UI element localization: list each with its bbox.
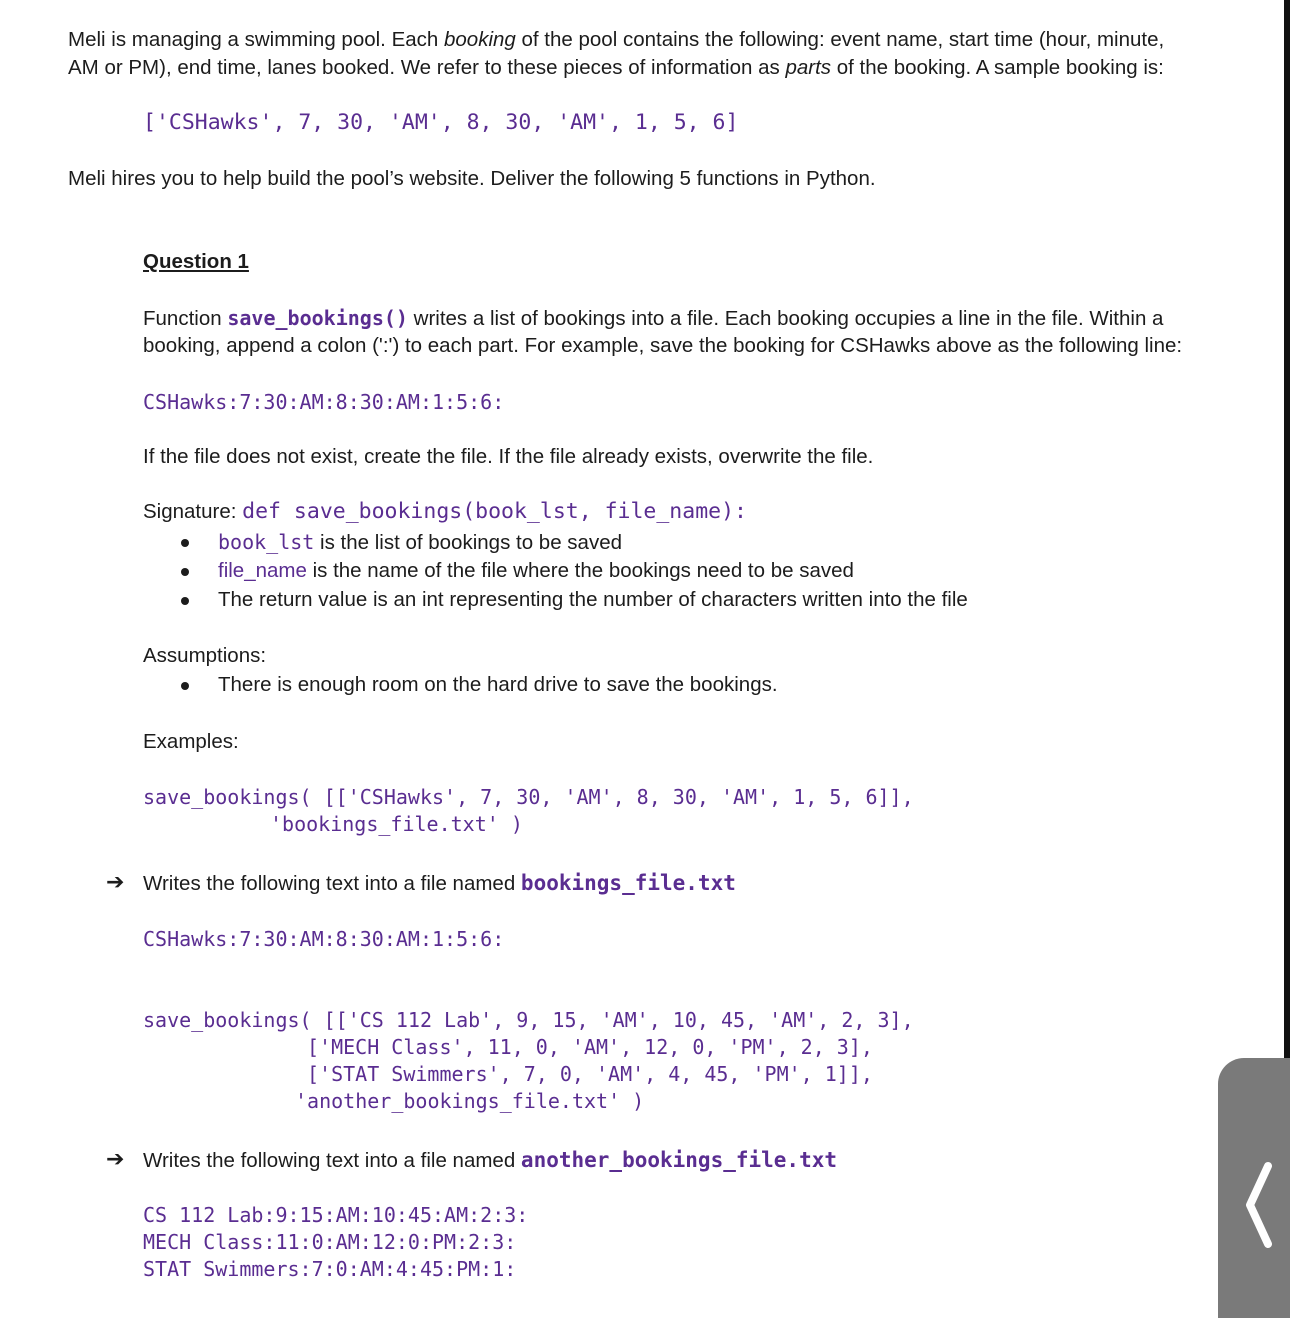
example1-call-line2: 'bookings_file.txt' )	[270, 812, 523, 836]
bullet-icon	[181, 682, 189, 690]
bullet-icon	[181, 539, 189, 547]
call-func-code: save_bookings(	[143, 1008, 312, 1032]
param-text: is the list of bookings to be saved	[314, 531, 623, 554]
intro-paragraph-line1	[68, 26, 1164, 54]
description-line1	[143, 304, 1163, 333]
back-swipe-tab[interactable]	[1218, 1058, 1290, 1318]
example2-output-line: CS 112 Lab:9:15:AM:10:45:AM:2:3:	[143, 1203, 529, 1227]
intro-em-parts: parts	[785, 56, 832, 79]
param-item	[218, 528, 622, 557]
intro-text: of the booking. A sample booking is:	[831, 56, 1164, 79]
intro-text: Meli is managing a swimming pool. Each	[68, 28, 444, 51]
param-text: is the name of the file where the bookings need to be saved	[306, 559, 854, 582]
assumption-item: There is enough room on the hard drive to save the bookings.	[218, 673, 778, 696]
saved-line-code: CSHawks:7:30:AM:8:30:AM:1:5:6:	[143, 390, 505, 414]
example2-call-line4: 'another_bookings_file.txt' )	[295, 1089, 645, 1113]
example2-output-line: MECH Class:11:0:AM:12:0:PM:2:3:	[143, 1230, 517, 1254]
intro-text: of the pool contains the following: event name, start time (hour, minute,	[515, 28, 1165, 51]
example2-output-line: STAT Swimmers:7:0:AM:4:45:PM:1:	[143, 1257, 517, 1281]
function-name-code: save_bookings()	[227, 306, 408, 330]
signature-code: def save_bookings(book_lst, file_name):	[242, 499, 747, 524]
result-file-code: another_bookings_file.txt	[520, 1148, 837, 1172]
description-text: writes a list of bookings into a file. Each booking occupies a line in the file. Within a	[407, 307, 1164, 330]
example2-result	[143, 1146, 837, 1175]
sample-booking-code: ['CSHawks', 7, 30, 'AM', 8, 30, 'AM', 1, 5, 6]	[143, 110, 739, 135]
intro-paragraph-line2	[68, 54, 1164, 82]
param-code: file_name	[218, 559, 307, 582]
hire-paragraph: Meli hires you to help build the pool’s website. Deliver the following 5 functions in Python.	[68, 167, 876, 190]
result-text: Writes the following text into a file named	[143, 872, 521, 895]
intro-em-booking: booking	[444, 28, 516, 51]
param-text: The return value is an int representing the number of characters written into the file	[218, 588, 968, 611]
bullet-icon	[181, 568, 189, 576]
file-note: If the file does not exist, create the file. If the file already exists, overwrite the file.	[143, 445, 874, 468]
description-line2: booking, append a colon (':') to each part. For example, save the booking for CSHawks above as the following line:	[143, 334, 1183, 357]
param-item	[218, 586, 968, 614]
call-func-code: save_bookings(	[143, 785, 312, 809]
examples-label: Examples:	[143, 730, 239, 753]
call-args-code: [['CSHawks', 7, 30, 'AM', 8, 30, 'AM', 1, 5, 6]],	[311, 785, 914, 809]
signature	[143, 498, 747, 526]
param-code: book_lst	[218, 530, 315, 554]
call-args-code: [['CS 112 Lab', 9, 15, 'AM', 10, 45, 'AM', 2, 3],	[311, 1008, 914, 1032]
description-text: Function	[143, 307, 228, 330]
intro-text: AM or PM), end time, lanes booked. We refer to these pieces of information as	[68, 56, 786, 79]
example1-call-line1	[143, 783, 914, 811]
chevron-left-icon	[1240, 1160, 1276, 1250]
result-text: Writes the following text into a file named	[143, 1149, 521, 1172]
question-heading: Question 1	[143, 250, 249, 273]
result-file-code: bookings_file.txt	[520, 871, 736, 895]
param-item	[218, 557, 854, 585]
right-arrow-icon: ➔	[106, 869, 125, 894]
bullet-icon	[181, 597, 189, 605]
example2-call-line2: ['MECH Class', 11, 0, 'AM', 12, 0, 'PM', 2, 3],	[307, 1035, 873, 1059]
example2-call-line1	[143, 1006, 914, 1034]
signature-label: Signature:	[143, 500, 243, 523]
assumptions-label: Assumptions:	[143, 644, 267, 667]
right-arrow-icon: ➔	[106, 1146, 125, 1171]
example1-result	[143, 869, 736, 898]
example2-call-line3: ['STAT Swimmers', 7, 0, 'AM', 4, 45, 'PM', 1]],	[307, 1062, 873, 1086]
example1-output-line: CSHawks:7:30:AM:8:30:AM:1:5:6:	[143, 927, 505, 951]
